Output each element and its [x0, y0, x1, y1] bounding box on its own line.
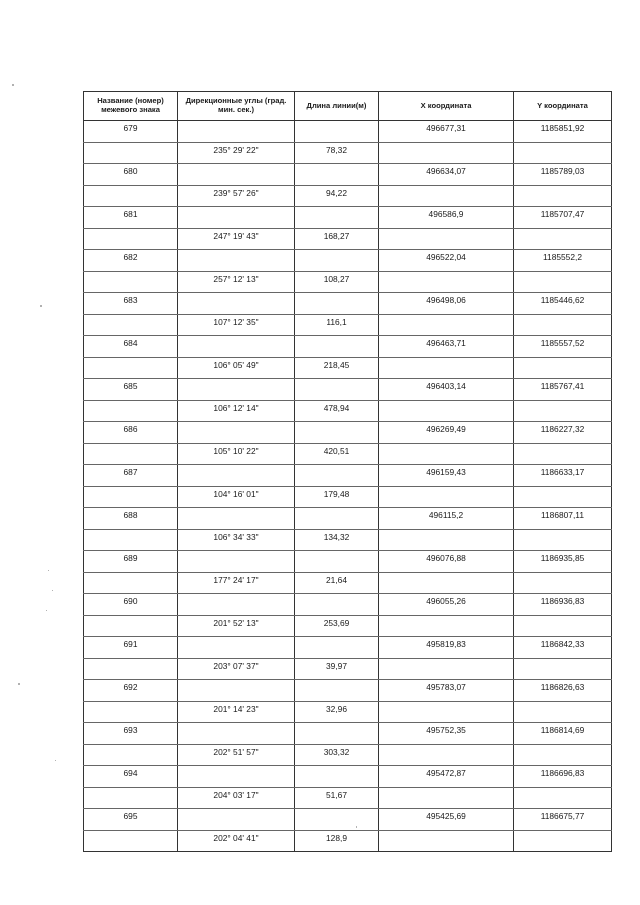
- direction-angle-cell: [178, 207, 295, 229]
- direction-angle-cell: [178, 293, 295, 315]
- line-length-cell: 218,45: [295, 357, 379, 379]
- direction-angle-cell: 104° 16' 01": [178, 486, 295, 508]
- marker-name-cell: 694: [84, 766, 178, 788]
- y-coordinate-cell: 1186842,33: [514, 637, 612, 659]
- x-coordinate-cell: 496522,04: [379, 250, 514, 272]
- line-length-cell: [295, 293, 379, 315]
- direction-angle-cell: 247° 19' 43": [178, 228, 295, 250]
- line-length-cell: [295, 508, 379, 530]
- scan-speck: [46, 610, 47, 611]
- header-direction-angle: Дирекционные углы (град. мин. сек.): [178, 92, 295, 121]
- y-coordinate-cell: 1186935,85: [514, 551, 612, 573]
- x-coordinate-cell: [379, 658, 514, 680]
- x-coordinate-cell: [379, 443, 514, 465]
- segment-row: [84, 228, 612, 250]
- y-coordinate-cell: 1186936,83: [514, 594, 612, 616]
- direction-angle-cell: [178, 250, 295, 272]
- line-length-cell: [295, 250, 379, 272]
- y-coordinate-cell: 1186633,17: [514, 465, 612, 487]
- x-coordinate-cell: [379, 615, 514, 637]
- direction-angle-cell: 201° 14' 23": [178, 701, 295, 723]
- marker-row: [84, 207, 612, 229]
- direction-angle-cell: 105° 10' 22": [178, 443, 295, 465]
- y-coordinate-cell: [514, 787, 612, 809]
- x-coordinate-cell: [379, 228, 514, 250]
- marker-name-cell: [84, 486, 178, 508]
- direction-angle-cell: [178, 164, 295, 186]
- segment-row: [84, 787, 612, 809]
- line-length-cell: [295, 680, 379, 702]
- marker-row: [84, 121, 612, 143]
- y-coordinate-cell: [514, 142, 612, 164]
- y-coordinate-cell: [514, 228, 612, 250]
- x-coordinate-cell: 495819,83: [379, 637, 514, 659]
- x-coordinate-cell: 496586,9: [379, 207, 514, 229]
- y-coordinate-cell: 1186227,32: [514, 422, 612, 444]
- direction-angle-cell: 202° 51' 57": [178, 744, 295, 766]
- x-coordinate-cell: 495472,87: [379, 766, 514, 788]
- line-length-cell: [295, 637, 379, 659]
- marker-row: [84, 164, 612, 186]
- line-length-cell: 179,48: [295, 486, 379, 508]
- x-coordinate-cell: [379, 787, 514, 809]
- line-length-cell: 94,22: [295, 185, 379, 207]
- line-length-cell: 116,1: [295, 314, 379, 336]
- x-coordinate-cell: [379, 271, 514, 293]
- scan-speck: [55, 760, 56, 761]
- y-coordinate-cell: 1185552,2: [514, 250, 612, 272]
- marker-name-cell: [84, 787, 178, 809]
- direction-angle-cell: [178, 379, 295, 401]
- marker-row: [84, 723, 612, 745]
- marker-name-cell: 690: [84, 594, 178, 616]
- marker-name-cell: [84, 228, 178, 250]
- marker-name-cell: 689: [84, 551, 178, 573]
- y-coordinate-cell: [514, 271, 612, 293]
- marker-row: [84, 637, 612, 659]
- line-length-cell: 420,51: [295, 443, 379, 465]
- x-coordinate-cell: 496677,31: [379, 121, 514, 143]
- y-coordinate-cell: [514, 701, 612, 723]
- direction-angle-cell: 204° 03' 17": [178, 787, 295, 809]
- marker-row: [84, 766, 612, 788]
- marker-row: [84, 293, 612, 315]
- x-coordinate-cell: 496115,2: [379, 508, 514, 530]
- line-length-cell: [295, 809, 379, 831]
- direction-angle-cell: [178, 422, 295, 444]
- x-coordinate-cell: 496463,71: [379, 336, 514, 358]
- marker-name-cell: 681: [84, 207, 178, 229]
- marker-row: [84, 594, 612, 616]
- line-length-cell: [295, 164, 379, 186]
- segment-row: [84, 615, 612, 637]
- scan-speck: [356, 826, 357, 828]
- direction-angle-cell: [178, 336, 295, 358]
- x-coordinate-cell: 496498,06: [379, 293, 514, 315]
- segment-row: [84, 744, 612, 766]
- y-coordinate-cell: 1185446,62: [514, 293, 612, 315]
- marker-row: [84, 250, 612, 272]
- direction-angle-cell: [178, 508, 295, 530]
- x-coordinate-cell: [379, 701, 514, 723]
- direction-angle-cell: [178, 680, 295, 702]
- marker-row: [84, 809, 612, 831]
- y-coordinate-cell: 1186696,83: [514, 766, 612, 788]
- marker-name-cell: 695: [84, 809, 178, 831]
- header-line-length: Длина линии(м): [295, 92, 379, 121]
- segment-row: [84, 357, 612, 379]
- x-coordinate-cell: [379, 486, 514, 508]
- marker-row: [84, 336, 612, 358]
- boundary-coordinates-table: [83, 91, 612, 852]
- segment-row: [84, 830, 612, 852]
- y-coordinate-cell: 1186826,63: [514, 680, 612, 702]
- line-length-cell: [295, 121, 379, 143]
- y-coordinate-cell: 1186807,11: [514, 508, 612, 530]
- marker-name-cell: 683: [84, 293, 178, 315]
- scan-speck: [40, 305, 42, 307]
- marker-name-cell: 688: [84, 508, 178, 530]
- direction-angle-cell: [178, 723, 295, 745]
- x-coordinate-cell: 496403,14: [379, 379, 514, 401]
- direction-angle-cell: [178, 594, 295, 616]
- segment-row: [84, 271, 612, 293]
- marker-name-cell: 691: [84, 637, 178, 659]
- marker-row: [84, 508, 612, 530]
- x-coordinate-cell: 496076,88: [379, 551, 514, 573]
- line-length-cell: 134,32: [295, 529, 379, 551]
- y-coordinate-cell: [514, 443, 612, 465]
- y-coordinate-cell: [514, 529, 612, 551]
- header-y-coordinate: Y координата: [514, 92, 612, 121]
- direction-angle-cell: [178, 809, 295, 831]
- x-coordinate-cell: [379, 830, 514, 852]
- line-length-cell: 39,97: [295, 658, 379, 680]
- marker-row: [84, 680, 612, 702]
- x-coordinate-cell: 496269,49: [379, 422, 514, 444]
- line-length-cell: 78,32: [295, 142, 379, 164]
- direction-angle-cell: 107° 12' 35": [178, 314, 295, 336]
- y-coordinate-cell: [514, 400, 612, 422]
- segment-row: [84, 400, 612, 422]
- marker-name-cell: [84, 830, 178, 852]
- direction-angle-cell: 235° 29' 22": [178, 142, 295, 164]
- scan-speck: [52, 590, 53, 591]
- x-coordinate-cell: [379, 314, 514, 336]
- y-coordinate-cell: 1185851,92: [514, 121, 612, 143]
- line-length-cell: [295, 422, 379, 444]
- header-x-coordinate: X координата: [379, 92, 514, 121]
- marker-name-cell: 692: [84, 680, 178, 702]
- y-coordinate-cell: 1186814,69: [514, 723, 612, 745]
- scan-speck: [18, 683, 20, 685]
- direction-angle-cell: [178, 637, 295, 659]
- line-length-cell: [295, 594, 379, 616]
- marker-name-cell: [84, 572, 178, 594]
- marker-name-cell: 687: [84, 465, 178, 487]
- header-marker-name: Название (номер) межевого знака: [84, 92, 178, 121]
- y-coordinate-cell: [514, 357, 612, 379]
- segment-row: [84, 443, 612, 465]
- y-coordinate-cell: [514, 185, 612, 207]
- marker-row: [84, 422, 612, 444]
- marker-name-cell: [84, 615, 178, 637]
- y-coordinate-cell: [514, 615, 612, 637]
- line-length-cell: [295, 465, 379, 487]
- marker-name-cell: 679: [84, 121, 178, 143]
- x-coordinate-cell: [379, 400, 514, 422]
- marker-name-cell: [84, 744, 178, 766]
- y-coordinate-cell: 1185707,47: [514, 207, 612, 229]
- marker-name-cell: [84, 271, 178, 293]
- segment-row: [84, 142, 612, 164]
- marker-name-cell: 682: [84, 250, 178, 272]
- direction-angle-cell: 177° 24' 17": [178, 572, 295, 594]
- direction-angle-cell: [178, 766, 295, 788]
- y-coordinate-cell: [514, 572, 612, 594]
- x-coordinate-cell: [379, 142, 514, 164]
- marker-row: [84, 379, 612, 401]
- direction-angle-cell: [178, 121, 295, 143]
- scan-speck: [48, 570, 49, 571]
- marker-name-cell: [84, 400, 178, 422]
- marker-name-cell: [84, 658, 178, 680]
- marker-name-cell: [84, 314, 178, 336]
- x-coordinate-cell: 496055,26: [379, 594, 514, 616]
- y-coordinate-cell: [514, 658, 612, 680]
- marker-row: [84, 551, 612, 573]
- direction-angle-cell: 106° 12' 14": [178, 400, 295, 422]
- line-length-cell: 168,27: [295, 228, 379, 250]
- line-length-cell: 128,9: [295, 830, 379, 852]
- x-coordinate-cell: [379, 529, 514, 551]
- y-coordinate-cell: 1185789,03: [514, 164, 612, 186]
- x-coordinate-cell: [379, 572, 514, 594]
- line-length-cell: 32,96: [295, 701, 379, 723]
- line-length-cell: [295, 207, 379, 229]
- direction-angle-cell: 239° 57' 26": [178, 185, 295, 207]
- y-coordinate-cell: 1186675,77: [514, 809, 612, 831]
- direction-angle-cell: 106° 05' 49": [178, 357, 295, 379]
- marker-name-cell: 693: [84, 723, 178, 745]
- direction-angle-cell: [178, 551, 295, 573]
- header-row: [84, 92, 612, 121]
- marker-name-cell: [84, 357, 178, 379]
- marker-name-cell: [84, 701, 178, 723]
- line-length-cell: [295, 723, 379, 745]
- marker-name-cell: 686: [84, 422, 178, 444]
- x-coordinate-cell: 496634,07: [379, 164, 514, 186]
- x-coordinate-cell: 495783,07: [379, 680, 514, 702]
- segment-row: [84, 529, 612, 551]
- direction-angle-cell: 201° 52' 13": [178, 615, 295, 637]
- y-coordinate-cell: 1185557,52: [514, 336, 612, 358]
- marker-name-cell: [84, 443, 178, 465]
- y-coordinate-cell: [514, 744, 612, 766]
- y-coordinate-cell: [514, 830, 612, 852]
- segment-row: [84, 658, 612, 680]
- direction-angle-cell: 106° 34' 33": [178, 529, 295, 551]
- x-coordinate-cell: [379, 185, 514, 207]
- segment-row: [84, 314, 612, 336]
- marker-name-cell: [84, 529, 178, 551]
- line-length-cell: 478,94: [295, 400, 379, 422]
- segment-row: [84, 486, 612, 508]
- x-coordinate-cell: [379, 744, 514, 766]
- marker-name-cell: 685: [84, 379, 178, 401]
- direction-angle-cell: 202° 04' 41": [178, 830, 295, 852]
- marker-name-cell: 680: [84, 164, 178, 186]
- line-length-cell: 303,32: [295, 744, 379, 766]
- direction-angle-cell: 257° 12' 13": [178, 271, 295, 293]
- x-coordinate-cell: 495752,35: [379, 723, 514, 745]
- marker-row: [84, 465, 612, 487]
- y-coordinate-cell: [514, 486, 612, 508]
- direction-angle-cell: 203° 07' 37": [178, 658, 295, 680]
- marker-name-cell: 684: [84, 336, 178, 358]
- x-coordinate-cell: 495425,69: [379, 809, 514, 831]
- direction-angle-cell: [178, 465, 295, 487]
- segment-row: [84, 572, 612, 594]
- segment-row: [84, 701, 612, 723]
- line-length-cell: 51,67: [295, 787, 379, 809]
- line-length-cell: [295, 766, 379, 788]
- line-length-cell: [295, 551, 379, 573]
- marker-name-cell: [84, 142, 178, 164]
- x-coordinate-cell: 496159,43: [379, 465, 514, 487]
- scan-speck: [12, 84, 14, 86]
- segment-row: [84, 185, 612, 207]
- line-length-cell: 253,69: [295, 615, 379, 637]
- line-length-cell: [295, 379, 379, 401]
- marker-name-cell: [84, 185, 178, 207]
- x-coordinate-cell: [379, 357, 514, 379]
- y-coordinate-cell: [514, 314, 612, 336]
- line-length-cell: [295, 336, 379, 358]
- line-length-cell: 21,64: [295, 572, 379, 594]
- line-length-cell: 108,27: [295, 271, 379, 293]
- y-coordinate-cell: 1185767,41: [514, 379, 612, 401]
